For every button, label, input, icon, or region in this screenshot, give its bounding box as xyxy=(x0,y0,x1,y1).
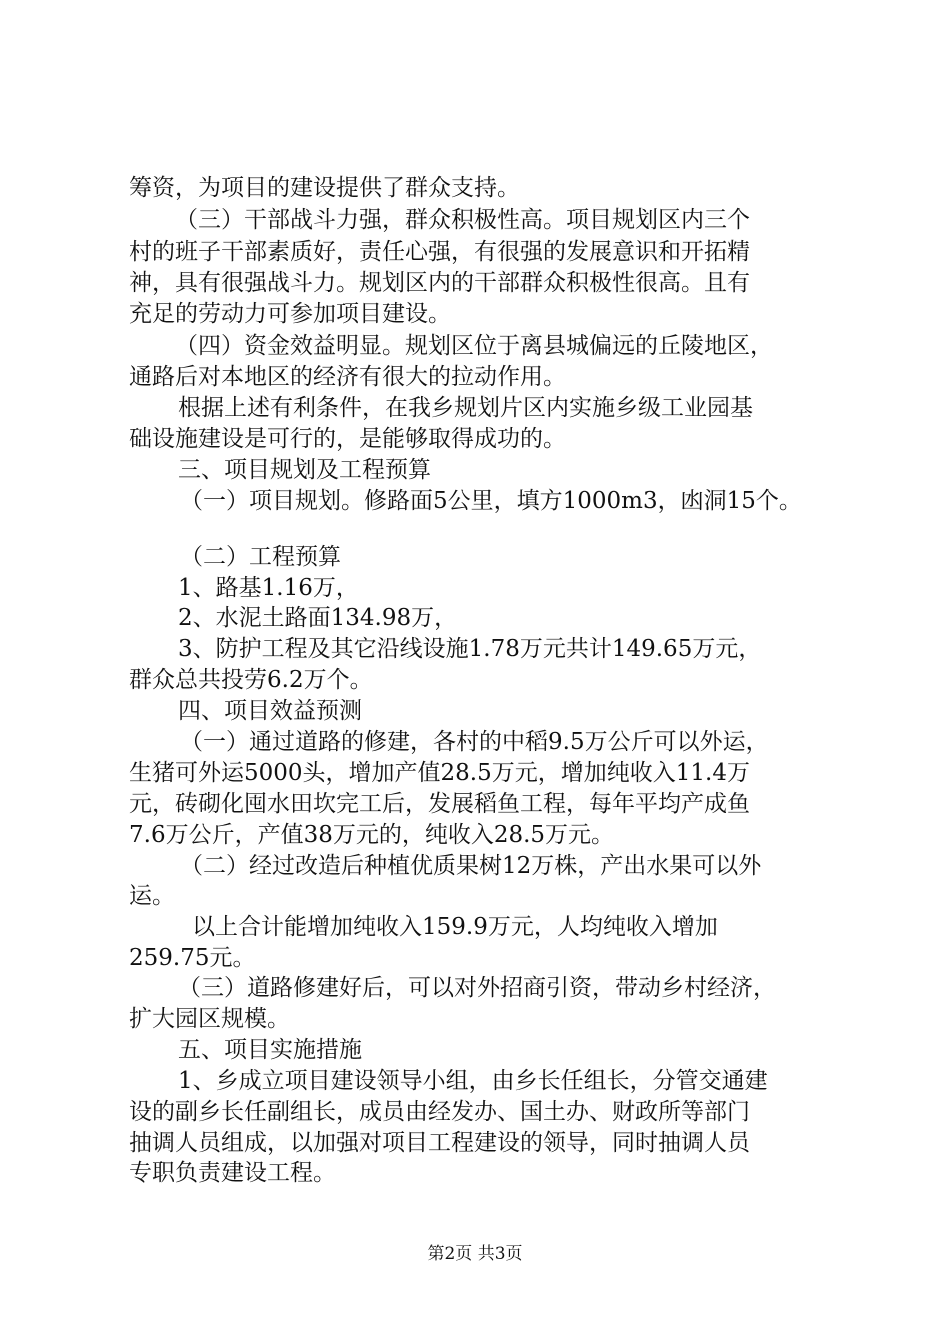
text-line: 以上合计能增加纯收入159.9万元，人均纯收入增加 xyxy=(192,914,718,940)
section-heading: 三、项目规划及工程预算 xyxy=(178,457,431,483)
text-line: （二）经过改造后种植优质果树12万株，产出水果可以外 xyxy=(180,853,762,879)
text-line: （三）干部战斗力强，群众积极性高。项目规划区内三个 xyxy=(175,207,750,233)
text-line: （一）通过道路的修建，各村的中稻9.5万公斤可以外运， xyxy=(180,729,769,755)
text-line: （二）工程预算 xyxy=(180,544,341,570)
section-heading: 四、项目效益预测 xyxy=(178,698,362,724)
text-line: 259.75元。 xyxy=(129,945,256,971)
text-line: 扩大园区规模。 xyxy=(129,1006,290,1032)
text-line: 群众总共投劳6.2万个。 xyxy=(129,667,373,693)
text-line: 专职负责建设工程。 xyxy=(129,1160,336,1186)
page-number: 第2页 共3页 xyxy=(427,1244,523,1264)
text-line: （三）道路修建好后，可以对外招商引资，带动乡村经济， xyxy=(178,975,776,1001)
text-line: 筹资，为项目的建设提供了群众支持。 xyxy=(129,175,520,201)
text-line: 运。 xyxy=(129,883,175,909)
text-line: （一）项目规划。修路面5公里，填方1000m3，凼洞15个。 xyxy=(180,488,802,514)
section-heading: 五、项目实施措施 xyxy=(178,1037,362,1063)
text-line: 元，砖砌化囤水田坎完工后，发展稻鱼工程，每年平均产成鱼 xyxy=(129,791,750,817)
text-line: 3、防护工程及其它沿线设施1.78万元共计149.65万元， xyxy=(178,636,762,662)
text-line: 村的班子干部素质好，责任心强，有很强的发展意识和开拓精 xyxy=(129,239,750,265)
text-line: 充足的劳动力可参加项目建设。 xyxy=(129,301,451,327)
text-line: 抽调人员组成，以加强对项目工程建设的领导，同时抽调人员 xyxy=(129,1130,750,1156)
text-line: 7.6万公斤，产值38万元的，纯收入28.5万元。 xyxy=(129,822,615,848)
text-line: （四）资金效益明显。规划区位于离县城偏远的丘陵地区， xyxy=(175,333,773,359)
text-line: 生猪可外运5000头，增加产值28.5万元，增加纯收入11.4万 xyxy=(129,760,750,786)
text-line: 根据上述有利条件，在我乡规划片区内实施乡级工业园基 xyxy=(178,395,753,421)
text-line: 1、路基1.16万， xyxy=(178,575,359,601)
text-line: 2、水泥土路面134.98万， xyxy=(178,605,458,631)
text-line: 神，具有很强战斗力。规划区内的干部群众积极性很高。且有 xyxy=(129,270,750,296)
text-line: 设的副乡长任副组长，成员由经发办、国土办、财政所等部门 xyxy=(129,1099,750,1125)
text-line: 础设施建设是可行的，是能够取得成功的。 xyxy=(129,426,566,452)
text-line: 通路后对本地区的经济有很大的拉动作用。 xyxy=(129,364,566,390)
text-line: 1、乡成立项目建设领导小组，由乡长任组长，分管交通建 xyxy=(178,1068,768,1094)
